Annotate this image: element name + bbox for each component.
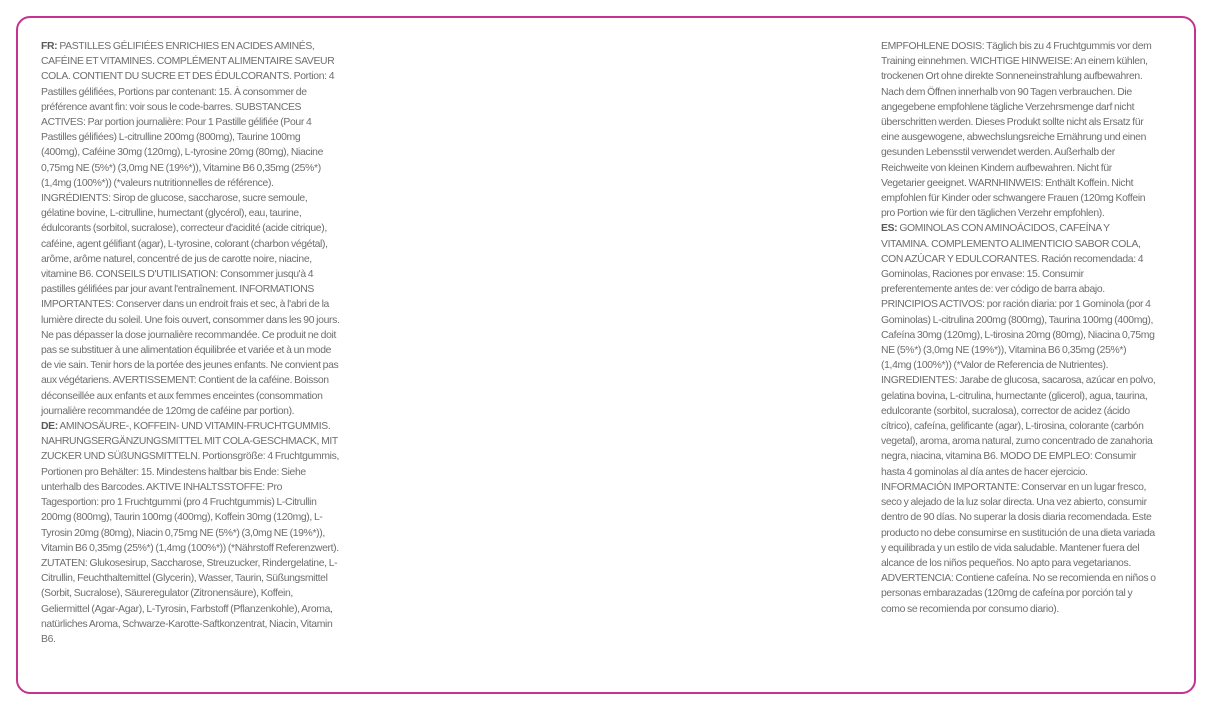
fr-body-text: PASTILLES GÉLIFIÉES ENRICHIES EN ACIDES AMINÉS, CAFÉINE ET VITAMINES. COMPLÉMENT ALIMENTAIRE SAVEUR COLA. CONTIENT DU SUCRE ET DES ÉDULCORANTS. Portion: 4 Pastilles gélifiées, Portions par contenant: 15. À consommer de préférence avant fin: voir sous le code-barres. SUBSTANCES ACTIVES: Par portion journalière: Pour 1 Pastille gélifiée (Pour 4 Pastilles gélifiées) L-citrulline 200mg (800mg), Taurine 100mg (400mg), Caféine 30mg (120mg), L-tyrosine 20mg (80mg), Niacine 0,75mg NE (5%*) (3,0mg NE (19%*)), Vitamine B6 0,35mg (25%*) (1,4mg (100%*)) (*valeurs nutritionnelles de référence). INGRÉDIENTS: Sirop de glucose, saccharose, sucre semoule, gélatine bovine, L-citrulline, humectant (glycérol), eau, taurine, édulcorants (sorbitol, sucralose), correcteur d'acidité (acide citrique), caféine, agent gélifiant (agar), L-tyrosine, colorant (charbon végétal), arôme, arôme naturel, concentré de jus de carotte noire, niacine, vitamine B6. CONSEILS D'UTILISATION: Consommer jusqu'à 4 pastilles gélifiées par jour avant l'entraînement. INFORMATIONS IMPORTANTES: Conserver dans un endroit frais et sec, à l'abri de la lumière directe du soleil. Une fois ouvert, consommer dans les 90 jours. Ne pas dépasser la dose journalière recommandée. Ce produit ne doit pas se substituer à une alimentation équilibrée et variée et à un mode de vie sain. Tenir hors de la portée des jeunes enfants. Ne convient pas aux végétariens. AVERTISSEMENT: Contient de la caféine. Boisson déconseillée aux enfants et aux femmes enceintes (consommation journalière recommandée de 120mg de caféine par portion).: [41, 41, 340, 417]
right-text-column: [881, 39, 1156, 617]
de-section: [41, 419, 341, 647]
de-continued-body-text: EMPFOHLENE DOSIS: Täglich bis zu 4 Fruchtgummis vor dem Training einnehmen. WICHTIGE HINWEISE: An einem kühlen, trockenen Ort ohne direkte Sonneneinstrahlung aufbewahren. Nach dem Öffnen innerhalb von 90 Tagen verbrauchen. Die angegebene empfohlene tägliche Verzehrsmenge darf nicht überschritten werden. Dieses Produkt sollte nicht als Ersatz für eine ausgewogene, abwechslungsreiche Ernährung und einen gesunden Lebensstil verwendet werden. Außerhalb der Reichweite von kleinen Kindern aufbewahren. Nicht für Vegetarier geeignet. WARNHINWEIS: Enthält Koffein. Nicht empfohlen für Kinder oder schwangere Frauen (120mg Koffein pro Portion wie für den täglichen Verzehr empfohlen).: [881, 41, 1152, 220]
es-language-code: ES:: [881, 223, 898, 235]
fr-section: [41, 39, 341, 419]
de-language-code: DE:: [41, 421, 58, 433]
es-section: [881, 221, 1156, 616]
de-continued-section: [881, 39, 1156, 221]
left-text-column: [41, 39, 341, 647]
de-body-text: AMINOSÄURE-, KOFFEIN- UND VITAMIN-FRUCHTGUMMIS. NAHRUNGSERGÄNZUNGSMITTEL MIT COLA-GESCHMACK, MIT ZUCKER UND SÜßUNGSMITTELN. Portionsgröße: 4 Fruchtgummis, Portionen pro Behälter: 15. Mindestens haltbar bis Ende: Siehe unterhalb des Barcodes. AKTIVE INHALTSSTOFFE: Pro Tagesportion: pro 1 Fruchtgummi (pro 4 Fruchtgummis) L-Citrullin 200mg (800mg), Taurin 100mg (400mg), Koffein 30mg (120mg), L-Tyrosin 20mg (80mg), Niacin 0,75mg NE (5%*) (3,0mg NE (19%*)), Vitamin B6 0,35mg (25%*) (1,4mg (100%*)) (*Nährstoff Referenzwert). ZUTATEN: Glukosesirup, Saccharose, Streuzucker, Rindergelatine, L-Citrullin, Feuchthaltemittel (Glycerin), Wasser, Taurin, Süßungsmittel (Sorbit, Sucralose), Säureregulator (Zitronensäure), Koffein, Geliermittel (Agar-Agar), L-Tyrosin, Farbstoff (Pflanzenkohle), Aroma, natürliches Aroma, Schwarze-Karotte-Saftkonzentrat, Niacin, Vitamin B6.: [41, 421, 339, 645]
es-body-text: GOMINOLAS CON AMINOÁCIDOS, CAFEÍNA Y VITAMINA. COMPLEMENTO ALIMENTICIO SABOR COLA, CON AZÚCAR Y EDULCORANTES. Ración recomendada: 4 Gominolas, Raciones por envase: 15. Consumir preferentemente antes de: ver código de barra abajo. PRINCIPIOS ACTIVOS: por ración diaria: por 1 Gominola (por 4 Gominolas) L-citrulina 200mg (800mg), Taurina 100mg (400mg), Cafeína 30mg (120mg), L-tirosina 20mg (80mg), Niacina 0,75mg NE (5%*) (3,0mg NE (19%*)), Vitamina B6 0,35mg (25%*) (1,4mg (100%*)) (*Valor de Referencia de Nutrientes). INGREDIENTES: Jarabe de glucosa, sacarosa, azúcar en polvo, gelatina bovina, L-citrulina, humectante (glicerol), agua, taurina, edulcorante (sorbitol, sucralosa), corrector de acidez (ácido cítrico), cafeína, gelificante (agar), L-tirosina, colorante (carbón vegetal), aroma, aroma natural, zumo concentrado de zanahoria negra, niacina, vitamina B6. MODO DE EMPLEO: Consumir hasta 4 gominolas al día antes de hacer ejercicio. INFORMACIÓN IMPORTANTE: Conservar en un lugar fresco, seco y alejado de la luz solar directa. Una vez abierto, consumir dentro de 90 días. No superar la dosis diaria recomendada. Este producto no debe consumirse en sustitución de una dieta variada y equilibrada y un estilo de vida saludable. Mantener fuera del alcance de los niños pequeños. No apto para vegetarianos. ADVERTENCIA: Contiene cafeína. No se recomienda en niños o personas embarazadas (120mg de cafeína por porción tal y como se recomienda por consumo diario).: [881, 223, 1156, 615]
fr-language-code: FR:: [41, 41, 58, 52]
